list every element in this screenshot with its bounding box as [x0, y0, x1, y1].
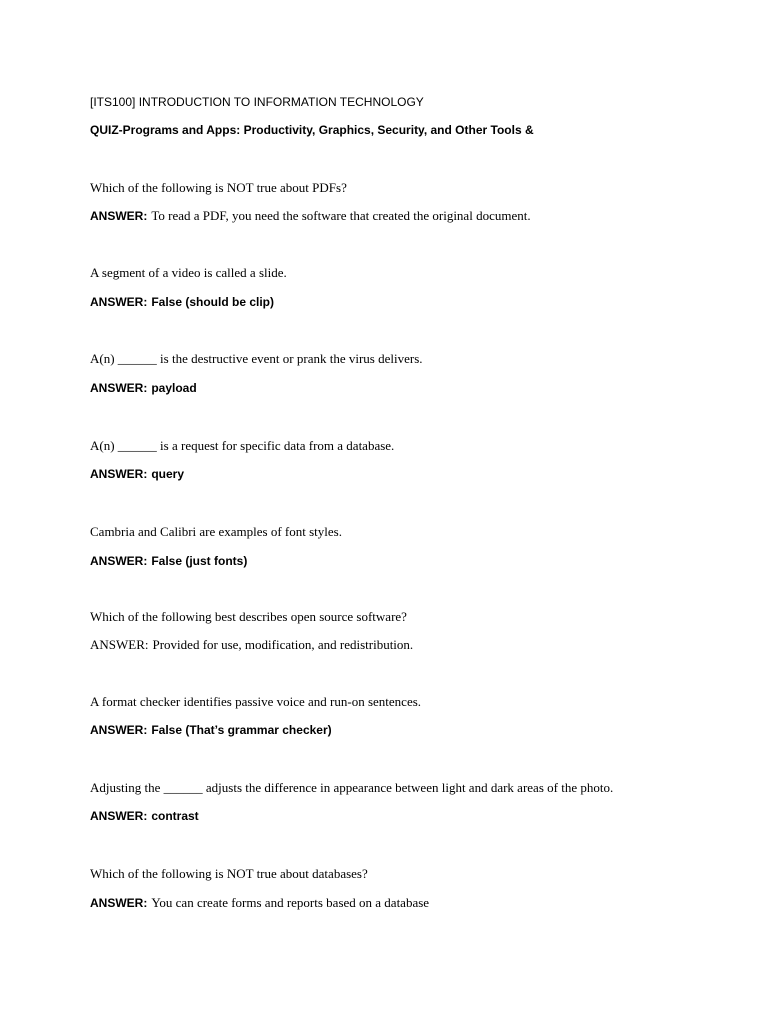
- question-7: A format checker identifies passive voice and run-on sentences.: [90, 694, 422, 709]
- question-4: A(n) ______ is a request for specific data from a database.: [90, 438, 395, 453]
- question-2: A segment of a video is called a slide.: [90, 265, 287, 280]
- question-1: Which of the following is NOT true about PDFs?: [90, 180, 347, 195]
- answer-text: contrast: [151, 809, 199, 823]
- answer-text: False (should be clip): [151, 295, 275, 309]
- answer-6: [90, 637, 413, 653]
- answer-3: [90, 380, 197, 396]
- answer-label: ANSWER:: [90, 896, 148, 910]
- answer-2: [90, 294, 274, 310]
- answer-text: You can create forms and reports based on a database: [151, 895, 430, 910]
- answer-text: payload: [151, 381, 197, 395]
- answer-label: ANSWER:: [90, 554, 148, 568]
- question-9: Which of the following is NOT true about databases?: [90, 866, 368, 881]
- answer-label: ANSWER:: [90, 467, 148, 481]
- answer-label: ANSWER:: [90, 295, 148, 309]
- answer-label: ANSWER:: [90, 209, 148, 223]
- answer-9: [90, 895, 429, 911]
- question-8: Adjusting the ______ adjusts the difference in appearance between light and dark areas of the photo.: [90, 780, 614, 795]
- answer-text: False (That’s grammar checker): [151, 723, 332, 737]
- quiz-title: QUIZ-Programs and Apps: Productivity, Graphics, Security, and Other Tools &: [90, 123, 534, 137]
- question-5: Cambria and Calibri are examples of font styles.: [90, 524, 342, 539]
- answer-7: [90, 722, 332, 738]
- answer-text: False (just fonts): [151, 554, 248, 568]
- question-3: A(n) ______ is the destructive event or prank the virus delivers.: [90, 351, 423, 366]
- answer-label: ANSWER:: [90, 723, 148, 737]
- question-6: Which of the following best describes open source software?: [90, 609, 407, 624]
- answer-text: Provided for use, modification, and redistribution.: [152, 637, 414, 652]
- answer-label: ANSWER:: [90, 809, 148, 823]
- answer-1: [90, 208, 531, 224]
- answer-text: To read a PDF, you need the software that created the original document.: [151, 208, 531, 223]
- answer-5: [90, 553, 247, 569]
- course-title: [ITS100] INTRODUCTION TO INFORMATION TECHNOLOGY: [90, 95, 424, 109]
- answer-8: [90, 808, 199, 824]
- answer-text: query: [151, 467, 185, 481]
- answer-4: [90, 466, 184, 482]
- answer-label: ANSWER:: [90, 381, 148, 395]
- answer-label: ANSWER:: [90, 637, 149, 652]
